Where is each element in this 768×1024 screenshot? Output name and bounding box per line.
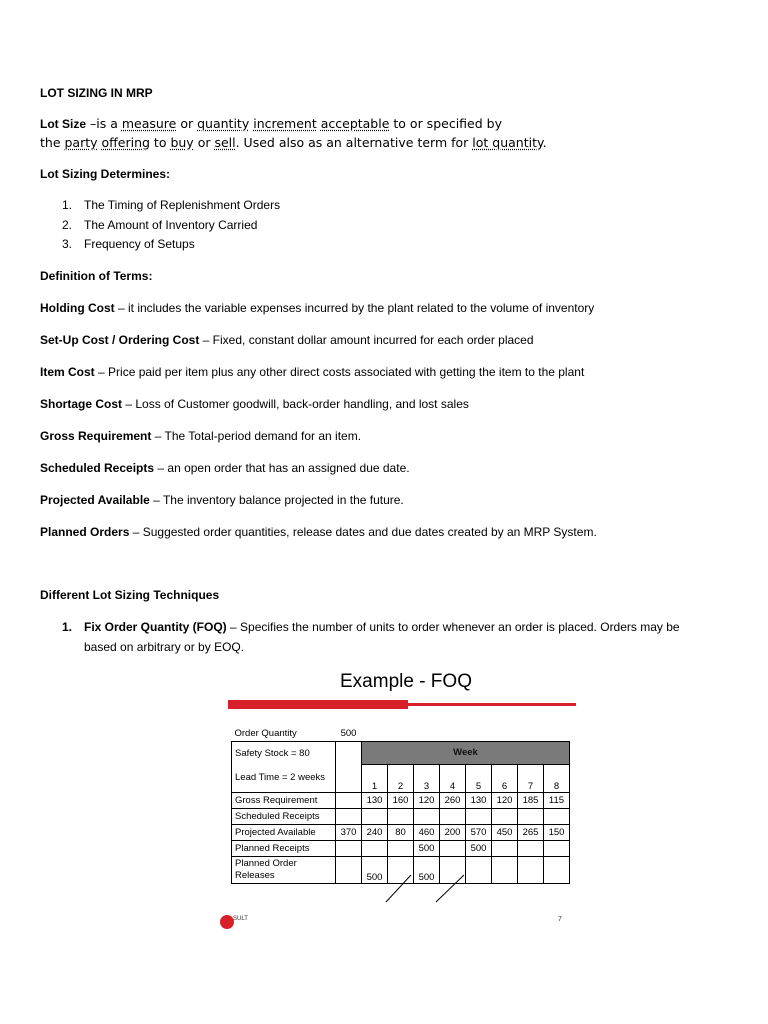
text-fragment: to <box>149 135 171 150</box>
definition-text: – The inventory balance projected in the future. <box>149 493 404 507</box>
definition-term: Projected Available <box>40 493 150 507</box>
projected-available-label: Projected Available <box>232 825 336 841</box>
definition-text: – The Total-period demand for an item. <box>151 429 362 443</box>
definition-setup-cost <box>40 333 534 347</box>
table-cell: 500 <box>466 841 492 857</box>
release-arrow <box>386 875 411 902</box>
link-measure[interactable]: measure <box>121 116 177 131</box>
definition-planned-orders <box>40 525 597 539</box>
foq-example-slide <box>224 663 588 933</box>
definition-scheduled-receipts <box>40 461 410 475</box>
definition-projected-available <box>40 493 404 507</box>
week-number: 8 <box>544 764 570 793</box>
definition-text: – Fixed, constant dollar amount incurred for each order placed <box>199 333 534 347</box>
technique-foq <box>84 620 680 634</box>
table-cell: 500 <box>362 857 388 884</box>
definition-term: Planned Orders <box>40 525 130 539</box>
week-number: 7 <box>518 764 544 793</box>
gross-requirement-label: Gross Requirement <box>232 793 336 809</box>
week-header: Week <box>362 742 570 765</box>
text-fragment: to or specified by <box>389 116 502 131</box>
safety-stock-label: Safety Stock = 80 <box>232 742 336 765</box>
table-cell: 500 <box>414 857 440 884</box>
table-cell: 130 <box>362 793 388 809</box>
definition-text: – Suggested order quantities, release dates and due dates created by an MRP System. <box>129 525 597 539</box>
definitions-title: Definition of Terms: <box>40 269 153 283</box>
technique-num: 1. <box>62 620 73 634</box>
table-cell: 240 <box>362 825 388 841</box>
list-item-num: 1. <box>62 198 73 212</box>
table-cell: 115 <box>544 793 570 809</box>
lot-size-term: Lot Size <box>40 117 87 131</box>
table-cell: 120 <box>414 793 440 809</box>
definition-text: – it includes the variable expenses incurred by the plant related to the volume of inventory <box>114 301 595 315</box>
table-cell: 265 <box>518 825 544 841</box>
slide-title: Example - FOQ <box>340 671 472 692</box>
slide-page-number: 7 <box>558 916 562 923</box>
link-quantity[interactable]: quantity <box>197 116 250 131</box>
technique-text: – Specifies the number of units to order whenever an order is placed. Orders may be <box>226 620 680 634</box>
definition-text: – Loss of Customer goodwill, back-order handling, and lost sales <box>122 397 469 411</box>
week-number: 5 <box>466 764 492 793</box>
link-lot-quantity[interactable]: lot quantity <box>472 135 543 150</box>
definition-text: – an open order that has an assigned due date. <box>154 461 410 475</box>
definition-text: – Price paid per item plus any other direct costs associated with getting the item to the plant <box>94 365 585 379</box>
text-fragment: the <box>40 135 65 150</box>
page-heading: LOT SIZING IN MRP <box>40 86 153 100</box>
definition-item-cost <box>40 365 584 379</box>
table-cell: 260 <box>440 793 466 809</box>
logo-text: SULT <box>233 916 248 922</box>
table-cell: 500 <box>414 841 440 857</box>
planned-receipts-label: Planned Receipts <box>232 841 336 857</box>
week-number: 4 <box>440 764 466 793</box>
definition-term: Item Cost <box>40 365 95 379</box>
table-cell: 80 <box>388 825 414 841</box>
list-item: Frequency of Setups <box>84 237 195 251</box>
text-fragment: or <box>193 135 215 150</box>
planned-order-releases-label: Planned Order Releases <box>232 857 336 884</box>
link-buy[interactable]: buy <box>170 135 194 150</box>
scheduled-receipts-label: Scheduled Receipts <box>232 809 336 825</box>
technique-term: Fix Order Quantity (FOQ) <box>84 620 227 634</box>
table-cell: 150 <box>544 825 570 841</box>
list-item: The Timing of Replenishment Orders <box>84 198 281 212</box>
text-fragment: or <box>176 116 198 131</box>
definition-gross-requirement <box>40 429 361 443</box>
table-cell: 160 <box>388 793 414 809</box>
week-number: 3 <box>414 764 440 793</box>
week-number: 2 <box>388 764 414 793</box>
table-cell: 370 <box>336 825 362 841</box>
lot-size-definition-line2 <box>40 135 547 150</box>
lead-time-label: Lead Time = 2 weeks <box>232 764 336 793</box>
text-fragment: . <box>542 135 547 150</box>
release-arrows <box>224 663 588 933</box>
company-logo-icon <box>220 915 234 929</box>
technique-text-line2: based on arbitrary or by EOQ. <box>84 640 245 654</box>
text-fragment: . Used also as an alternative term for <box>235 135 473 150</box>
table-cell: 130 <box>466 793 492 809</box>
list-item-num: 3. <box>62 237 73 251</box>
table-cell: 460 <box>414 825 440 841</box>
text-fragment: –is a <box>86 116 122 131</box>
table-cell: 570 <box>466 825 492 841</box>
link-sell[interactable]: sell <box>214 135 236 150</box>
lot-size-definition-line1 <box>40 116 502 131</box>
determines-title: Lot Sizing Determines: <box>40 167 171 181</box>
techniques-title: Different Lot Sizing Techniques <box>40 588 220 602</box>
release-arrow <box>436 875 464 902</box>
table-cell: 450 <box>492 825 518 841</box>
week-number: 6 <box>492 764 518 793</box>
list-item: The Amount of Inventory Carried <box>84 218 258 232</box>
table-cell: 200 <box>440 825 466 841</box>
link-acceptable[interactable]: acceptable <box>320 116 390 131</box>
table-cell: 120 <box>492 793 518 809</box>
definition-term: Gross Requirement <box>40 429 152 443</box>
definition-term: Shortage Cost <box>40 397 123 411</box>
week-number: 1 <box>362 764 388 793</box>
list-item-num: 2. <box>62 218 73 232</box>
link-offering[interactable]: offering <box>101 135 150 150</box>
definition-term: Set-Up Cost / Ordering Cost <box>40 333 200 347</box>
link-increment[interactable]: increment <box>253 116 317 131</box>
order-quantity-value: 500 <box>340 728 357 739</box>
definition-term: Scheduled Receipts <box>40 461 155 475</box>
order-quantity-label: Order Quantity <box>234 728 297 739</box>
definition-holding-cost <box>40 301 594 315</box>
definition-term: Holding Cost <box>40 301 115 315</box>
table-cell: 185 <box>518 793 544 809</box>
link-party[interactable]: party <box>64 135 98 150</box>
definition-shortage-cost <box>40 397 469 411</box>
